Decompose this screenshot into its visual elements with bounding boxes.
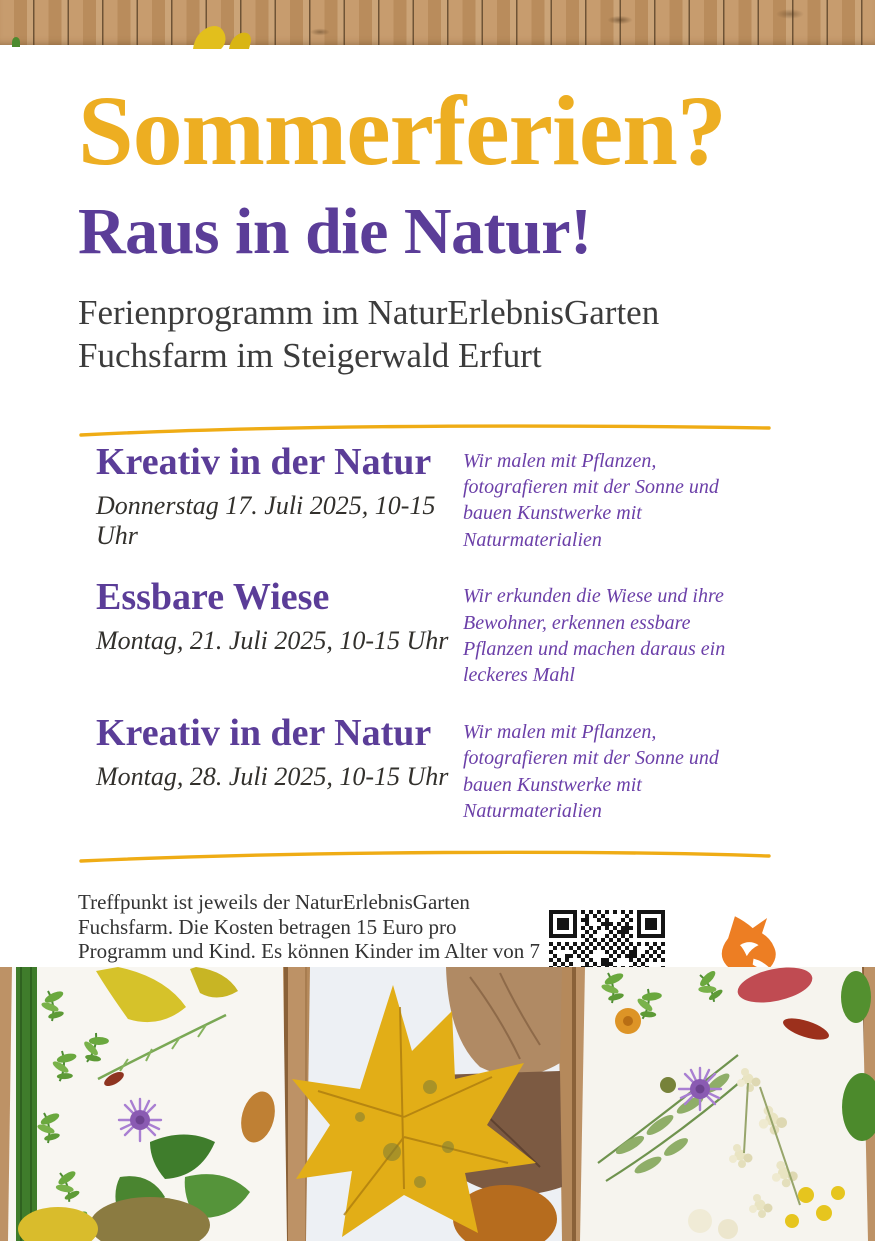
intro-line: Fuchsfarm im Steigerwald Erfurt (78, 335, 542, 375)
program-title: Kreativ in der Natur (96, 711, 432, 754)
program-row (78, 442, 819, 554)
program-list (78, 442, 819, 825)
program-main (78, 713, 463, 792)
yellow-leaf-icon (185, 23, 257, 49)
program-description: Wir malen mit Pflanzen, fotografieren mit der Sonne und bauen Kunstwerke mit Naturmaterialien (463, 720, 719, 822)
wood-banner-photo (0, 0, 875, 45)
program-date: Montag, 28. Juli 2025, 10-15 Uhr (96, 761, 449, 791)
program-date: Donnerstag 17. Juli 2025, 10-15 Uhr (96, 490, 436, 550)
green-sprout-icon (12, 37, 20, 47)
program-description: Wir malen mit Pflanzen, fotografieren mit der Sonne und bauen Kunstwerke mit Naturmaterialien (463, 449, 719, 551)
poster-tagline: Raus in die Natur! (78, 195, 592, 268)
program-date: Montag, 21. Juli 2025, 10-15 Uhr (96, 626, 449, 656)
program-row (78, 577, 819, 689)
program-main (78, 442, 463, 551)
program-row (78, 713, 819, 825)
nature-collage-photo (0, 967, 875, 1241)
poster-title: Sommerferien? (78, 75, 726, 186)
program-title: Essbare Wiese (96, 576, 330, 619)
wavy-divider (78, 848, 772, 864)
info-text: Treffpunkt ist jeweils der NaturErlebnisGarten Fuchsfarm. Die Kosten betragen 15 Euro pro Programm und Kind. Es können Kinder im Alter von 7 (78, 890, 540, 964)
wavy-divider (78, 422, 772, 438)
poster-intro (78, 292, 819, 377)
program-main (78, 577, 463, 656)
program-description: Wir erkunden die Wiese und ihre Bewohner, erkennen essbare Pflanzen und machen daraus ein leckeres Mahl (463, 585, 726, 687)
intro-line: Ferienprogramm im NaturErlebnisGarten (78, 293, 660, 333)
program-title: Kreativ in der Natur (96, 440, 432, 483)
